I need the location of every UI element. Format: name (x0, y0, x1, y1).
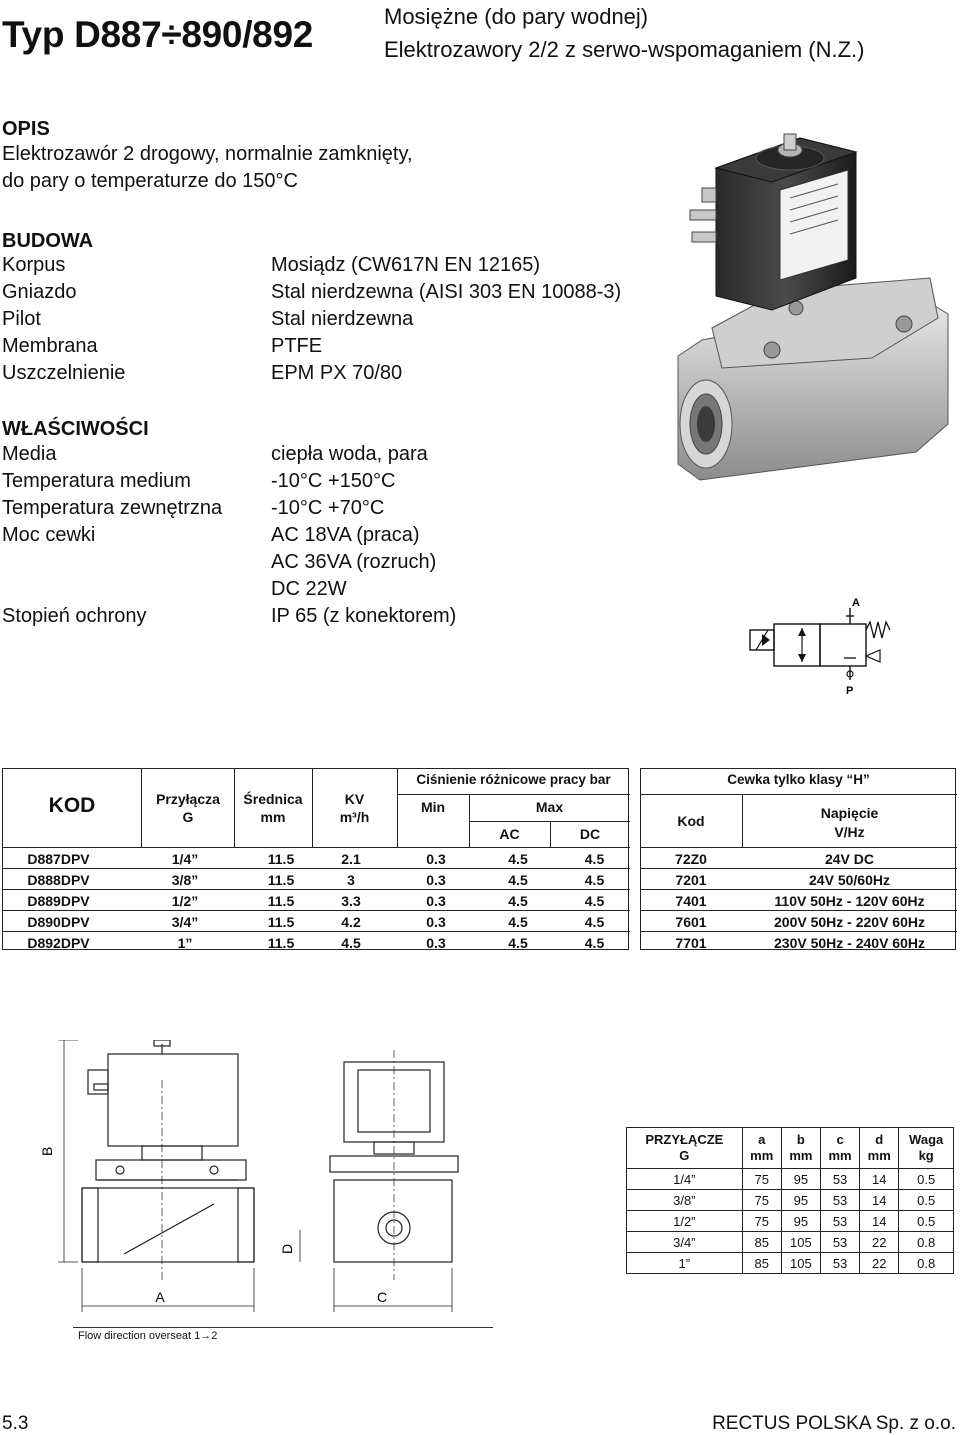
flow-direction-note: Flow direction overseat 1→2 (78, 1330, 218, 1342)
budowa-label: Gniazdo (2, 281, 77, 303)
prop-value: -10°C +70°C (271, 497, 385, 519)
cell: 4.5 (584, 871, 605, 888)
cell: 230V 50Hz - 240V 60Hz (774, 934, 925, 951)
spec-header-srednica (234, 790, 312, 826)
prop-value: AC 18VA (praca) (271, 524, 420, 546)
cell: 4.5 (584, 934, 605, 951)
spec-header-kv-unit: m³/h (339, 809, 370, 825)
coil-table-body (640, 848, 957, 953)
technical-drawing (38, 1040, 468, 1320)
cell: 105 (781, 1253, 820, 1274)
valve-schematic-symbol (746, 594, 896, 702)
coil-header-napiecie (742, 804, 957, 842)
prop-value: DC 22W (271, 578, 347, 600)
spec-header-przylacza-label: Przyłącza (156, 791, 220, 807)
cell: 3.3 (341, 892, 361, 909)
header-label: Waga (909, 1132, 944, 1147)
cell: 3/8” (171, 871, 199, 888)
cell: 4.5 (584, 892, 605, 909)
budowa-label: Membrana (2, 335, 98, 357)
cell: D892DPV (27, 934, 90, 951)
cell: 4.5 (508, 850, 528, 867)
spec-header-ac: AC (499, 826, 520, 842)
spec-header-min: Min (420, 799, 446, 815)
cell: 7701 (675, 934, 707, 951)
cell: 53 (820, 1190, 859, 1211)
coil-header-kod: Kod (677, 813, 705, 829)
cell: D889DPV (27, 892, 90, 909)
cell: 24V DC (824, 850, 875, 867)
spec-header-dc: DC (579, 826, 601, 842)
cell: 53 (820, 1211, 859, 1232)
spec-header-kv-label: KV (344, 791, 365, 807)
cell: 0.3 (426, 934, 446, 951)
cell: 3/4” (171, 913, 199, 930)
spec-header-przylacza-unit: G (182, 809, 194, 825)
cell: 1/4” (171, 850, 199, 867)
budowa-value: Mosiądz (CW617N EN 12165) (271, 254, 540, 276)
header-unit: G (679, 1148, 690, 1163)
symbol-label-a: A (852, 597, 860, 609)
cell: 11.5 (267, 913, 295, 930)
cell: D888DPV (27, 871, 90, 888)
cell: 75 (742, 1190, 781, 1211)
cell: 0.5 (899, 1169, 954, 1190)
cell: 4.2 (341, 913, 361, 930)
subtitle-line-1: Mosiężne (do pary wodnej) (384, 4, 649, 29)
cell: 0.5 (899, 1211, 954, 1232)
header-label: c (836, 1132, 844, 1147)
header-label: b (796, 1132, 805, 1147)
table-row (627, 1190, 954, 1211)
cell: 11.5 (267, 934, 295, 951)
header-label: PRZYŁĄCZE (645, 1132, 724, 1147)
cell: 4.5 (341, 934, 361, 951)
spec-header-max: Max (535, 799, 564, 815)
cell: 0.3 (426, 871, 446, 888)
budowa-value: Stal nierdzewna (271, 308, 414, 330)
cell: 85 (742, 1232, 781, 1253)
page-subtitle (384, 0, 864, 66)
cell: 53 (820, 1253, 859, 1274)
company-name: RECTUS POLSKA Sp. z o.o. (712, 1413, 956, 1434)
table-header-row (627, 1128, 954, 1169)
cell: 11.5 (267, 871, 295, 888)
header-unit: mm (867, 1148, 891, 1163)
budowa-label: Pilot (2, 308, 41, 330)
table-row (640, 848, 957, 869)
spec-header-srednica-unit: mm (260, 809, 286, 825)
coil-table (640, 768, 957, 952)
cell: 75 (742, 1211, 781, 1232)
prop-value: ciepła woda, para (271, 443, 428, 465)
cell: 4.5 (508, 871, 528, 888)
header-unit: kg (918, 1148, 934, 1163)
cell: 53 (820, 1169, 859, 1190)
cell: 110V 50Hz - 120V 60Hz (774, 892, 925, 909)
cell: 1/2” (627, 1211, 743, 1232)
dim-label-b: B (39, 1146, 55, 1156)
cell: 0.3 (426, 892, 446, 909)
prop-label: Temperatura medium (2, 470, 191, 492)
table-row (640, 932, 957, 953)
table-row (2, 890, 630, 911)
cell: 22 (860, 1253, 899, 1274)
cell: 72Z0 (675, 850, 707, 867)
cell: 7401 (675, 892, 707, 909)
spec-header-cisnienie: Ciśnienie różnicowe pracy bar (416, 772, 611, 787)
valve-product-photo (672, 128, 954, 490)
dim-header (781, 1128, 820, 1169)
header-label: a (758, 1132, 766, 1147)
cell: 105 (781, 1232, 820, 1253)
dim-label-a: A (155, 1289, 165, 1305)
opis-line-1: Elektrozawór 2 drogowy, normalnie zamknięty, (2, 143, 413, 165)
cell: 1” (627, 1253, 743, 1274)
prop-value: AC 36VA (rozruch) (271, 551, 437, 573)
coil-header-title: Cewka tylko klasy “H” (727, 772, 870, 787)
table-row (640, 869, 957, 890)
table-row (2, 848, 630, 869)
prop-value: IP 65 (z konektorem) (271, 605, 457, 627)
wlasciwosci-heading: WŁAŚCIWOŚCI (2, 418, 149, 440)
page-number: 5.3 (2, 1413, 29, 1434)
dim-header (820, 1128, 859, 1169)
table-row (2, 911, 630, 932)
prop-value: -10°C +150°C (271, 470, 396, 492)
opis-heading: OPIS (2, 118, 50, 140)
table-row (640, 911, 957, 932)
budowa-heading: BUDOWA (2, 230, 94, 252)
table-row (627, 1253, 954, 1274)
cell: 4.5 (584, 850, 605, 867)
cell: 22 (860, 1232, 899, 1253)
cell: D887DPV (27, 850, 90, 867)
cell: 4.5 (508, 934, 528, 951)
table-row (640, 890, 957, 911)
cell: 7201 (675, 871, 707, 888)
spec-table (2, 768, 630, 952)
budowa-value: PTFE (271, 335, 323, 357)
cell: 0.8 (899, 1253, 954, 1274)
spec-header-kv (312, 790, 397, 826)
page-title: Typ D887÷890/892 (2, 14, 314, 55)
prop-label: Media (2, 443, 57, 465)
cell: 95 (781, 1211, 820, 1232)
dim-header (627, 1128, 743, 1169)
budowa-value: EPM PX 70/80 (271, 362, 403, 384)
dim-label-c: C (376, 1289, 388, 1305)
cell: 14 (860, 1211, 899, 1232)
cell: 11.5 (267, 892, 295, 909)
dim-label-d: D (279, 1243, 295, 1254)
symbol-label-p: P (846, 685, 854, 697)
prop-label: Temperatura zewnętrzna (2, 497, 223, 519)
cell: 4.5 (508, 913, 528, 930)
cell: 1” (177, 934, 193, 951)
cell: 1/4” (627, 1169, 743, 1190)
header-unit: mm (789, 1148, 813, 1163)
cell: 1/2” (171, 892, 199, 909)
spec-table-body (2, 848, 630, 953)
cell: 4.5 (584, 913, 605, 930)
table-row (627, 1211, 954, 1232)
header-unit: mm (750, 1148, 774, 1163)
opis-line-2: do pary o temperaturze do 150°C (2, 170, 298, 192)
prop-label: Stopień ochrony (2, 605, 147, 627)
dim-header (742, 1128, 781, 1169)
prop-label: Moc cewki (2, 524, 96, 546)
budowa-label: Uszczelnienie (2, 362, 126, 384)
subtitle-line-2: Elektrozawory 2/2 z serwo-wspomaganiem (N.Z.) (384, 37, 865, 62)
cell: 85 (742, 1253, 781, 1274)
budowa-value: Stal nierdzewna (AISI 303 EN 10088-3) (271, 281, 622, 303)
dim-header (899, 1128, 954, 1169)
table-row (627, 1232, 954, 1253)
cell: 200V 50Hz - 220V 60Hz (774, 913, 925, 930)
dim-header (860, 1128, 899, 1169)
cell: 0.5 (899, 1190, 954, 1211)
cell: 14 (860, 1190, 899, 1211)
coil-header-napiecie-label: Napięcie (820, 805, 879, 821)
cell: 3 (347, 871, 355, 888)
cell: 3/8” (627, 1190, 743, 1211)
cell: 95 (781, 1169, 820, 1190)
cell: 0.3 (426, 913, 446, 930)
cell: 2.1 (341, 850, 361, 867)
dimension-table (626, 1127, 954, 1274)
cell: 0.8 (899, 1232, 954, 1253)
table-row (2, 869, 630, 890)
cell: 95 (781, 1190, 820, 1211)
header-label: d (875, 1132, 884, 1147)
cell: 3/4” (627, 1232, 743, 1253)
spec-header-srednica-label: Średnica (243, 791, 303, 807)
spec-header-przylacza (142, 790, 234, 826)
cell: D890DPV (27, 913, 90, 930)
table-row (627, 1169, 954, 1190)
cell: 7601 (675, 913, 707, 930)
table-row (2, 932, 630, 953)
coil-header-napiecie-unit: V/Hz (834, 824, 865, 840)
cell: 14 (860, 1169, 899, 1190)
cell: 24V 50/60Hz (809, 871, 890, 888)
cell: 11.5 (267, 850, 295, 867)
spec-header-kod: KOD (48, 794, 96, 817)
cell: 75 (742, 1169, 781, 1190)
cell: 53 (820, 1232, 859, 1253)
cell: 4.5 (508, 892, 528, 909)
cell: 0.3 (426, 850, 446, 867)
budowa-label: Korpus (2, 254, 66, 276)
header-unit: mm (828, 1148, 852, 1163)
